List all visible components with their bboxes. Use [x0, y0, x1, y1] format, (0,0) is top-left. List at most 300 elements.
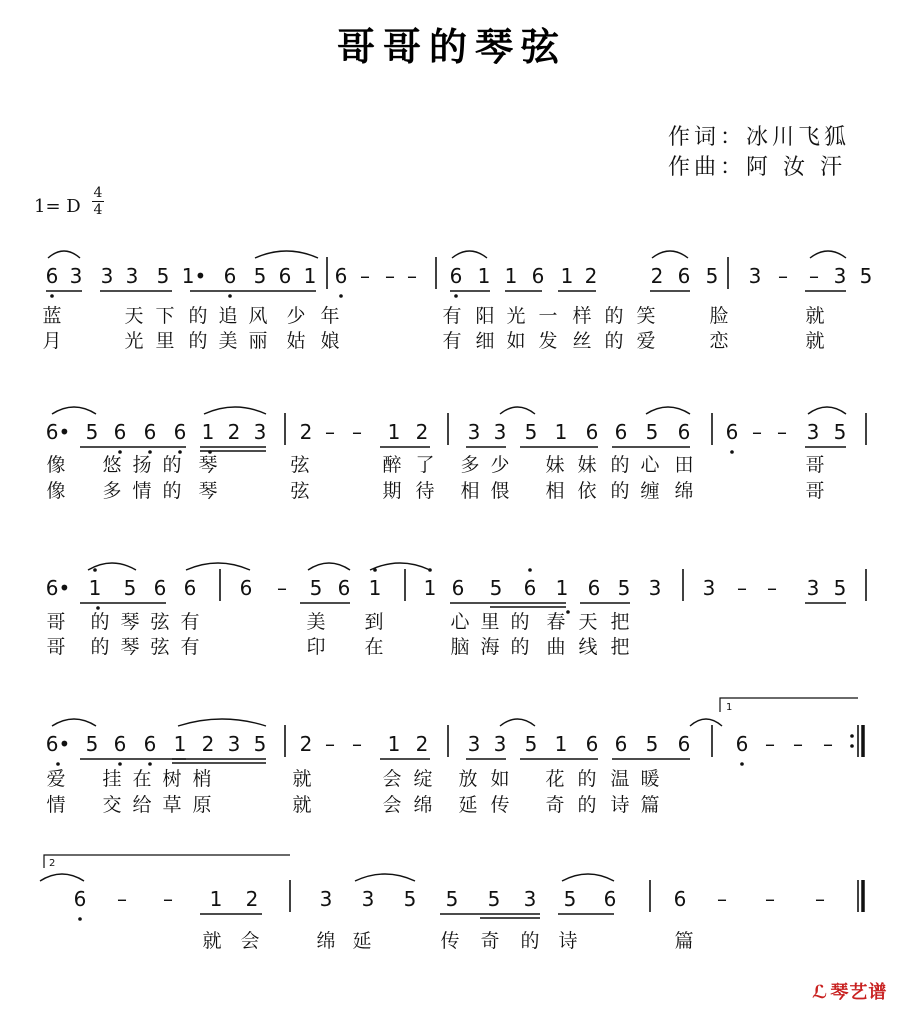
lyric-char: 传 [490, 794, 510, 816]
slur [500, 407, 535, 414]
lyric-char: 绵 [674, 480, 694, 502]
note-dash: – [352, 732, 362, 756]
note-dash: – [777, 420, 787, 444]
note: 1 [477, 264, 491, 288]
logo-text: 琴艺谱 [830, 982, 888, 1003]
note-dash: – [325, 420, 335, 444]
slur [204, 407, 266, 414]
lyric-char: 追 [218, 305, 238, 327]
note: 1 [423, 576, 437, 600]
note: 5 [253, 264, 267, 288]
note: 2 [245, 887, 259, 911]
lyric-char: 绽 [413, 768, 433, 790]
slur [370, 563, 430, 570]
lyric-char: 的 [510, 636, 530, 658]
note: 3 [100, 264, 114, 288]
note: 3 [361, 887, 375, 911]
note: 6 [587, 576, 601, 600]
note: 5 [645, 420, 659, 444]
lyric-char: 的 [577, 768, 597, 790]
note: 6 [677, 732, 691, 756]
lyric-char: 缠 [640, 480, 660, 502]
lyric-char: 娘 [320, 330, 340, 352]
note: 3 [748, 264, 762, 288]
note: 6 [531, 264, 545, 288]
note: 5 [253, 732, 267, 756]
note: 5 [859, 264, 873, 288]
slur [52, 407, 96, 414]
lyric-char: 的 [604, 305, 624, 327]
note: 3 [702, 576, 716, 600]
lyric-char: 梢 [192, 768, 212, 790]
note: 6 [334, 264, 348, 288]
lyric-char: 的 [510, 611, 530, 633]
note-dash: – [778, 264, 788, 288]
lyric-char: 的 [577, 794, 597, 816]
octave-dot [730, 450, 734, 454]
slur [40, 874, 84, 881]
lyric-char: 的 [90, 636, 110, 658]
slur [355, 874, 415, 881]
lyric-char: 的 [90, 611, 110, 633]
note: 5 [403, 887, 417, 911]
note: 6 [153, 576, 167, 600]
note: 6 [113, 732, 127, 756]
lyric-char: 原 [192, 794, 212, 816]
lyric-char: 细 [475, 330, 495, 352]
lyric-char: 弦 [150, 611, 170, 633]
octave-dot [148, 450, 152, 454]
note: 5 [833, 420, 847, 444]
note: 5 [487, 887, 501, 911]
lyric-char: 哥 [805, 480, 825, 502]
lyric-char: 的 [188, 305, 208, 327]
lyric-char: 一 [538, 305, 558, 327]
note: 6 [614, 420, 628, 444]
note: 3 [523, 887, 537, 911]
lyric-char: 诗 [558, 930, 578, 952]
note: 6 [451, 576, 465, 600]
lyric-char: 的 [610, 454, 630, 476]
lyric-char: 如 [490, 768, 510, 790]
lyric-char: 草 [162, 794, 182, 816]
slur [48, 251, 80, 258]
lyric-char: 的 [162, 454, 182, 476]
lyric-char: 到 [364, 611, 384, 633]
octave-dot [339, 294, 343, 298]
lyric-char: 春 [546, 611, 566, 633]
lyric-char: 月 [42, 330, 62, 352]
lyric-char: 恋 [709, 330, 729, 352]
slur [178, 719, 266, 726]
lyric-char: 的 [604, 330, 624, 352]
note: 5 [445, 887, 459, 911]
note: 3 [806, 576, 820, 600]
lyric-char: 哥 [46, 611, 66, 633]
lyric-char: 哥 [46, 636, 66, 658]
note: 5 [123, 576, 137, 600]
lyric-char: 脸 [709, 305, 729, 327]
octave-dot [428, 568, 432, 572]
slur [500, 719, 535, 726]
note: 5 [705, 264, 719, 288]
lyric-char: 树 [162, 768, 182, 790]
note-dash: – [163, 887, 173, 911]
note: 3 [493, 732, 507, 756]
note: 1 [201, 420, 215, 444]
note: 6 [239, 576, 253, 600]
note: 1 [555, 576, 569, 600]
slur [52, 719, 96, 726]
note-dash: – [407, 264, 417, 288]
lyric-char: 少 [490, 454, 510, 476]
lyric-char: 放 [458, 768, 478, 790]
volta-bracket-first [720, 698, 858, 712]
octave-dot [148, 762, 152, 766]
lyric-char: 脑 [450, 636, 470, 658]
note: 3 [493, 420, 507, 444]
note: 6 [337, 576, 351, 600]
note: 6 [143, 420, 157, 444]
note-dash: – [385, 264, 395, 288]
logo-mark-icon: ℒ [812, 982, 829, 1003]
lyric-char: 会 [382, 794, 402, 816]
lyric-char: 琴 [120, 636, 140, 658]
note-dash: – [823, 732, 833, 756]
note: 2 [299, 420, 313, 444]
lyric-char: 暖 [640, 768, 660, 790]
octave-dot [740, 762, 744, 766]
lyric-char: 有 [442, 305, 462, 327]
lyric-char: 挂 [102, 768, 122, 790]
note: 3 [833, 264, 847, 288]
note: 3 [467, 420, 481, 444]
lyric-char: 在 [132, 768, 152, 790]
lyric-char: 少 [286, 305, 306, 327]
lyric-char: 奇 [480, 930, 500, 952]
note: 6 [45, 264, 59, 288]
octave-dot [118, 762, 122, 766]
note: 1 [554, 420, 568, 444]
lyric-char: 的 [520, 930, 540, 952]
lyric-char: 了 [415, 454, 435, 476]
octave-dot [56, 762, 60, 766]
lyric-char: 里 [480, 611, 500, 633]
lyric-char: 把 [610, 611, 630, 633]
octave-dot [178, 450, 182, 454]
lyric-char: 海 [480, 636, 500, 658]
note: 2 [299, 732, 313, 756]
lyric-char: 交 [102, 794, 122, 816]
note: 1• [181, 264, 207, 288]
lyric-char: 就 [202, 930, 222, 952]
note-dash: – [793, 732, 803, 756]
slur [308, 563, 350, 570]
lyricist-credit: 作词：冰川飞狐 [668, 125, 851, 150]
lyric-char: 依 [577, 480, 597, 502]
lyric-char: 传 [440, 930, 460, 952]
note: 6 [278, 264, 292, 288]
note: 6 [523, 576, 537, 600]
note: 3 [253, 420, 267, 444]
octave-dot [118, 450, 122, 454]
note: 6 [585, 420, 599, 444]
note: 6 [183, 576, 197, 600]
note: 6 [223, 264, 237, 288]
slur [810, 251, 846, 258]
lyric-char: 蓝 [42, 305, 62, 327]
note: 2 [227, 420, 241, 444]
lyric-char: 多 [102, 480, 122, 502]
lyric-char: 线 [578, 636, 598, 658]
note-dash: – [752, 420, 762, 444]
note-dash: – [809, 264, 819, 288]
lyric-char: 奇 [545, 794, 565, 816]
note: 6 [725, 420, 739, 444]
note: 5 [85, 420, 99, 444]
note-dash: – [737, 576, 747, 600]
lyric-char: 样 [572, 305, 592, 327]
note: 1 [554, 732, 568, 756]
lyric-char: 琴 [198, 454, 218, 476]
lyric-char: 绵 [413, 794, 433, 816]
lyric-char: 琴 [198, 480, 218, 502]
lyric-char: 扬 [132, 454, 152, 476]
time-signature-bottom: 4 [93, 202, 103, 218]
note-dash: – [360, 264, 370, 288]
lyric-char: 印 [306, 636, 326, 658]
octave-dot [78, 917, 82, 921]
note: 6 [585, 732, 599, 756]
lyric-char: 的 [610, 480, 630, 502]
lyric-char: 如 [506, 330, 526, 352]
octave-dot [528, 568, 532, 572]
lyric-char: 绵 [316, 930, 336, 952]
lyric-char: 发 [538, 330, 558, 352]
lyric-char: 弦 [290, 454, 310, 476]
lyric-char: 的 [188, 330, 208, 352]
volta-number-first: 1 [726, 702, 733, 713]
note: 1 [504, 264, 518, 288]
note: 5 [524, 732, 538, 756]
lyric-char: 花 [545, 768, 565, 790]
note: 3 [648, 576, 662, 600]
octave-dot [566, 610, 570, 614]
lyric-char: 美 [306, 611, 326, 633]
note: 2 [415, 420, 429, 444]
song-title: 哥哥的琴弦 [336, 25, 567, 69]
note: 5 [833, 576, 847, 600]
lyric-char: 悠 [102, 454, 122, 476]
note-dash: – [767, 576, 777, 600]
lyric-char: 笑 [636, 305, 656, 327]
lyric-char: 醉 [382, 454, 402, 476]
note: 5 [524, 420, 538, 444]
time-signature-top: 4 [93, 185, 103, 201]
lyric-char: 有 [180, 611, 200, 633]
note-dash: – [352, 420, 362, 444]
note-dash: – [325, 732, 335, 756]
repeat-dot [850, 744, 854, 748]
slur [690, 719, 722, 726]
lyric-char: 多 [460, 454, 480, 476]
lyric-char: 会 [240, 930, 260, 952]
slur [652, 251, 688, 258]
octave-dot [50, 294, 54, 298]
lyric-char: 琴 [120, 611, 140, 633]
slur [808, 407, 846, 414]
lyric-char: 弦 [150, 636, 170, 658]
slur [562, 874, 614, 881]
note: 1 [88, 576, 102, 600]
lyric-char: 有 [442, 330, 462, 352]
note: 6 [173, 420, 187, 444]
lyric-char: 就 [292, 768, 312, 790]
lyric-char: 篇 [640, 794, 660, 816]
note: 6 [603, 887, 617, 911]
note: 2 [584, 264, 598, 288]
lyric-char: 会 [382, 768, 402, 790]
lyric-char: 心 [450, 611, 470, 633]
note: 6• [45, 576, 71, 600]
note: 1 [303, 264, 317, 288]
note: 6• [45, 420, 71, 444]
lyric-char: 给 [132, 794, 152, 816]
note: 5 [309, 576, 323, 600]
octave-dot [208, 450, 212, 454]
lyric-char: 阳 [475, 305, 495, 327]
lyric-char: 爱 [46, 768, 66, 790]
lyric-char: 姑 [286, 330, 306, 352]
note: 6 [614, 732, 628, 756]
note-dash: – [117, 887, 127, 911]
note: 3 [227, 732, 241, 756]
lyric-char: 延 [352, 930, 372, 952]
lyric-char: 诗 [610, 794, 630, 816]
lyric-char: 就 [805, 330, 825, 352]
note: 1 [387, 420, 401, 444]
note: 1 [209, 887, 223, 911]
note: 1 [173, 732, 187, 756]
lyric-char: 延 [458, 794, 478, 816]
lyric-char: 年 [320, 305, 340, 327]
lyric-char: 在 [364, 636, 384, 658]
lyric-char: 有 [180, 636, 200, 658]
note-dash: – [765, 732, 775, 756]
lyric-char: 妹 [545, 454, 565, 476]
lyric-char: 风 [248, 305, 268, 327]
note-dash: – [717, 887, 727, 911]
octave-dot [93, 568, 97, 572]
note: 6 [113, 420, 127, 444]
lyric-char: 像 [46, 454, 66, 476]
note: 3 [125, 264, 139, 288]
note: 3 [319, 887, 333, 911]
lyric-char: 像 [46, 480, 66, 502]
slur [255, 251, 318, 258]
key-signature: 1= D [34, 196, 81, 217]
note: 3 [69, 264, 83, 288]
lyric-char: 丝 [572, 330, 592, 352]
note: 5 [85, 732, 99, 756]
qinyipu-logo [812, 978, 887, 1004]
lyric-char: 就 [805, 305, 825, 327]
octave-dot [96, 606, 100, 610]
note: 6 [735, 732, 749, 756]
note: 6 [673, 887, 687, 911]
octave-dot [228, 294, 232, 298]
note: 1 [560, 264, 574, 288]
note: 6• [45, 732, 71, 756]
slur [452, 251, 487, 258]
note: 2 [415, 732, 429, 756]
lyric-char: 偎 [490, 480, 510, 502]
note: 6 [143, 732, 157, 756]
note: 5 [563, 887, 577, 911]
lyric-char: 心 [640, 454, 660, 476]
note: 1 [387, 732, 401, 756]
slur [186, 563, 250, 570]
lyric-char: 光 [506, 305, 526, 327]
note: 5 [156, 264, 170, 288]
note: 6 [449, 264, 463, 288]
note: 6 [677, 264, 691, 288]
lyric-char: 相 [545, 480, 565, 502]
lyric-char: 篇 [674, 930, 694, 952]
lyric-char: 妹 [577, 454, 597, 476]
note: 2 [201, 732, 215, 756]
note: 1 [368, 576, 382, 600]
note-dash: – [815, 887, 825, 911]
note-dash: – [277, 576, 287, 600]
lyric-char: 期 [382, 480, 402, 502]
lyric-char: 天 [124, 305, 144, 327]
volta-bracket-second [44, 855, 290, 868]
composer-credit: 作曲：阿 汝 汗 [668, 155, 846, 180]
lyric-char: 哥 [805, 454, 825, 476]
note: 5 [617, 576, 631, 600]
slur [646, 407, 690, 414]
lyric-char: 丽 [248, 330, 268, 352]
lyric-char: 相 [460, 480, 480, 502]
note: 5 [645, 732, 659, 756]
note: 2 [650, 264, 664, 288]
note-dash: – [765, 887, 775, 911]
lyric-char: 里 [155, 330, 175, 352]
lyric-char: 情 [46, 794, 66, 816]
lyric-char: 曲 [546, 636, 566, 658]
volta-number-second: 2 [49, 858, 56, 869]
lyric-char: 就 [292, 794, 312, 816]
note: 6 [677, 420, 691, 444]
lyric-char: 下 [155, 305, 175, 327]
lyric-char: 温 [610, 768, 630, 790]
octave-dot [454, 294, 458, 298]
lyric-char: 待 [415, 480, 435, 502]
octave-dot [373, 568, 377, 572]
note: 3 [467, 732, 481, 756]
lyric-char: 光 [124, 330, 144, 352]
lyric-char: 情 [132, 480, 152, 502]
lyric-char: 弦 [290, 480, 310, 502]
repeat-dot [850, 734, 854, 738]
lyric-char: 的 [162, 480, 182, 502]
lyric-char: 田 [674, 454, 694, 476]
note: 3 [806, 420, 820, 444]
lyric-char: 天 [578, 611, 598, 633]
note: 5 [489, 576, 503, 600]
note: 6 [73, 887, 87, 911]
